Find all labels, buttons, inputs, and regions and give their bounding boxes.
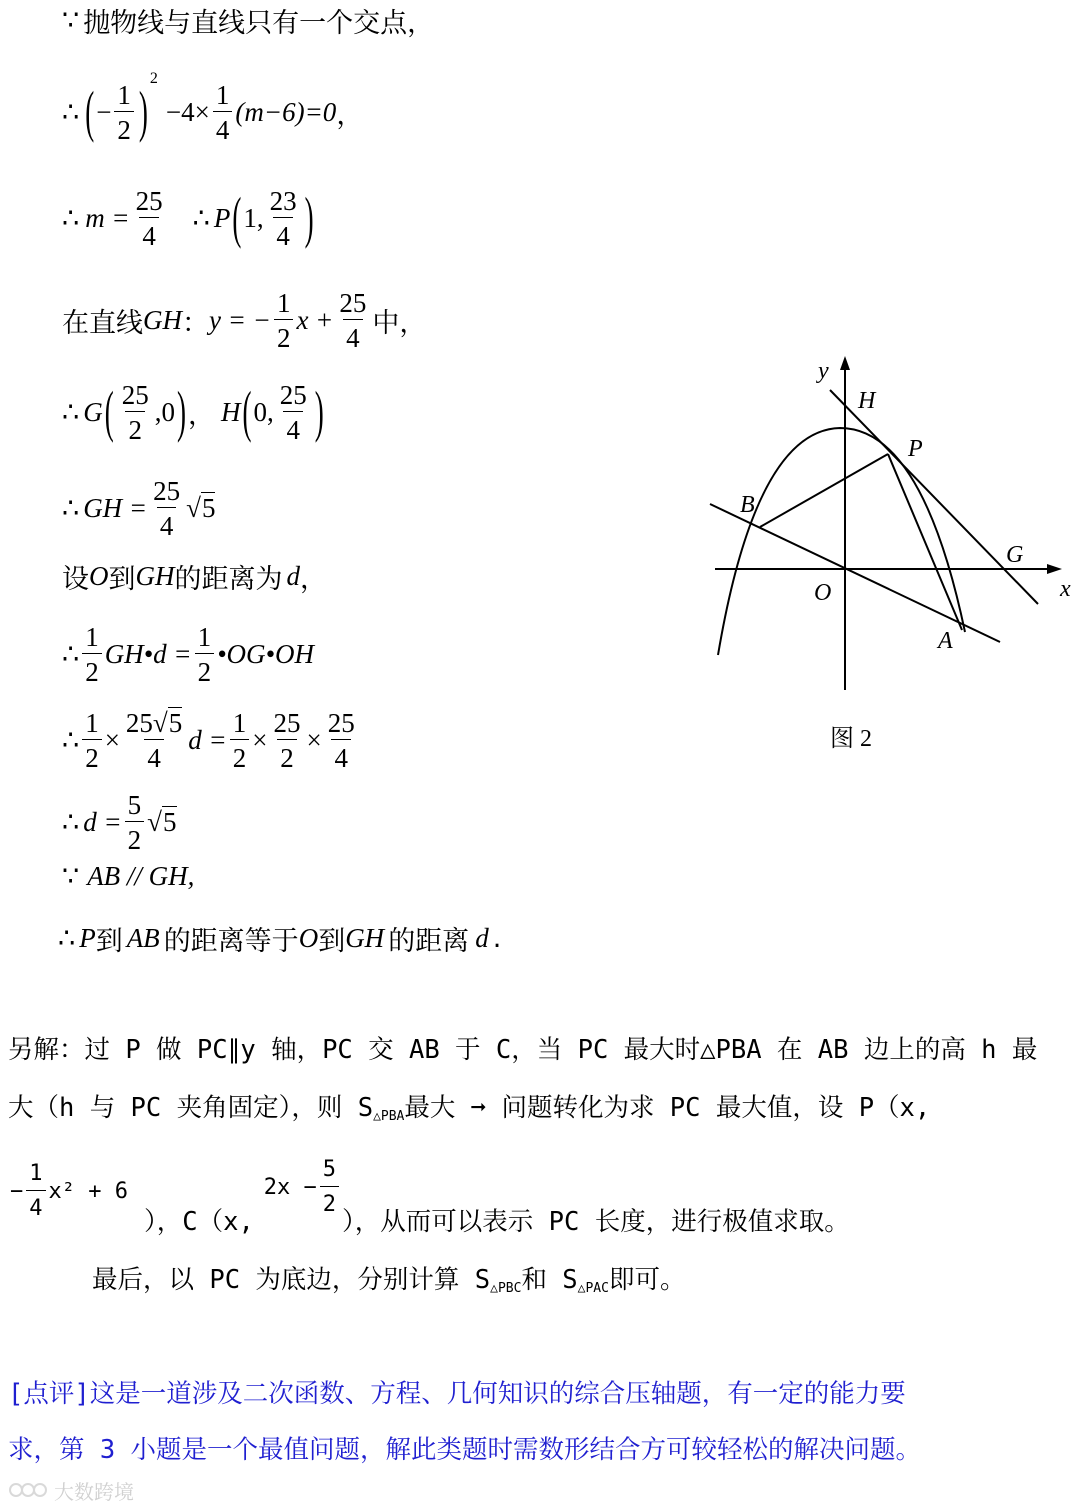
label-h: H — [858, 388, 876, 414]
numerator: 1 — [215, 79, 230, 110]
therefore-symbol: ∴ — [62, 202, 80, 233]
point-g-label: G — [83, 396, 103, 427]
label-a: A — [938, 628, 953, 654]
denominator: 2 — [277, 739, 297, 772]
step-2: ∴ ( − $\frac{1}{2}$ ) 2 −4× $\frac{1}{4}$ (m−6)=0 ， — [62, 70, 364, 145]
radicand: 5 — [168, 707, 183, 738]
text: 到 — [95, 925, 123, 957]
subscript: △PBA — [373, 1109, 405, 1124]
numerator: 1 — [85, 621, 99, 652]
denominator: 4 — [26, 1190, 45, 1223]
numerator: 1 — [117, 79, 131, 110]
numerator: 25 — [121, 379, 149, 410]
therefore-symbol: ∴ — [62, 492, 80, 523]
subscript: △PBC — [490, 1281, 522, 1296]
middle: x + — [296, 304, 334, 335]
text: ），C（x, — [143, 1207, 254, 1237]
alt-line-2 — [8, 1090, 930, 1135]
denominator: 4 — [273, 217, 293, 250]
punctuation: ， — [336, 99, 364, 131]
text: 的距离为 — [174, 563, 283, 595]
parallel-statement: AB // GH, — [87, 860, 195, 891]
because-symbol: ∵ — [62, 860, 80, 891]
therefore-symbol: ∴ — [62, 724, 80, 755]
denominator: 2 — [82, 653, 102, 686]
denominator: 4 — [331, 739, 351, 772]
times: × — [252, 724, 268, 755]
watermark-text: 大数跨境 — [54, 1479, 134, 1504]
expression: 2x − — [263, 1175, 317, 1200]
x-axis-arrow — [1047, 564, 1062, 574]
minus: − — [10, 1179, 24, 1204]
line-ab — [710, 504, 1000, 642]
step-3: ∴ m = $\frac{25}{4}$ ∴ P ( 1, $\frac{23}{4}$ ) — [62, 185, 314, 251]
label-p: P — [908, 436, 923, 462]
numerator: 25 — [339, 287, 367, 318]
segment-pa — [888, 454, 962, 630]
step-4 — [62, 280, 426, 360]
line-gh — [830, 390, 1038, 604]
text: 的距离 — [388, 925, 470, 957]
equation-tail: (m−6)=0 — [235, 96, 337, 127]
operator-text: −4× — [165, 96, 210, 127]
label-b: B — [740, 492, 755, 518]
point-p-label: P — [79, 922, 96, 953]
denominator: 2 — [230, 739, 250, 772]
comma: ， — [187, 399, 215, 431]
numerator: 25 — [273, 707, 301, 738]
label-x: x — [1060, 576, 1071, 602]
square-root: √5 — [186, 492, 216, 523]
point-o-label: O — [89, 560, 109, 591]
text: ， — [300, 563, 327, 595]
label-y: y — [818, 358, 829, 384]
text: 大（h 与 PC 夹角固定），则 S — [8, 1093, 374, 1123]
therefore-symbol: ∴ — [192, 202, 210, 233]
step-4-suffix: 中， — [372, 307, 427, 339]
figure-caption: 图 2 — [830, 726, 872, 752]
times: × — [306, 724, 322, 755]
middle: d = — [188, 724, 227, 755]
point-h-label: H — [220, 396, 241, 427]
numerator: 25 — [327, 707, 355, 738]
times: × — [104, 724, 120, 755]
denominator: 2 — [82, 739, 102, 772]
text: 和 S — [521, 1265, 578, 1295]
comment-line-1: [点评]这是一道涉及二次函数、方程、几何知识的综合压轴题，有一定的能力要 — [8, 1379, 906, 1409]
colon: ： — [182, 307, 209, 339]
text: 设 — [62, 563, 89, 595]
exponent: 2 — [149, 70, 158, 87]
y-axis-arrow — [840, 356, 850, 370]
text: 最后，以 PC 为底边，分别计算 S — [92, 1265, 491, 1295]
alt-line-4 — [92, 1262, 685, 1307]
denominator: 4 — [144, 739, 164, 772]
denominator: 2 — [195, 653, 215, 686]
text: 的距离等于 — [163, 925, 299, 957]
text: 即可。 — [608, 1265, 686, 1295]
segment-ab-label: AB — [126, 922, 160, 953]
tail: •OG•OH — [217, 638, 315, 669]
p-x: 1, — [243, 202, 264, 233]
watermark-logo-icon — [8, 1479, 50, 1501]
h-head: 0, — [253, 396, 274, 427]
step-7 — [62, 556, 327, 596]
therefore-symbol: ∴ — [58, 922, 76, 953]
numerator: 5 — [322, 1157, 337, 1182]
lhs: GH = — [83, 492, 148, 523]
point-p-label: P — [213, 202, 231, 233]
numerator: 1 — [232, 707, 247, 738]
distance-d: d — [475, 922, 489, 953]
segment-pb — [760, 454, 888, 527]
numerator: 5 — [127, 789, 142, 820]
text: 到 — [108, 563, 136, 595]
figure-2 — [690, 350, 1080, 770]
period: . — [492, 922, 502, 954]
numerator: 1 — [276, 287, 291, 318]
square-root: √5 — [147, 806, 177, 837]
watermark — [8, 1476, 134, 1504]
therefore-symbol: ∴ — [62, 96, 80, 127]
line-gh-label: GH — [345, 922, 385, 953]
numerator: 25 — [279, 379, 307, 410]
numerator: 1 — [29, 1161, 43, 1186]
parabola — [718, 428, 965, 655]
numerator: 25 — [153, 475, 181, 506]
numerator: 23 — [269, 185, 297, 216]
denominator: 2 — [114, 111, 134, 144]
step-1 — [62, 0, 434, 40]
numerator: 1 — [85, 707, 99, 738]
therefore-symbol: ∴ — [62, 396, 80, 427]
therefore-symbol: ∴ — [62, 638, 80, 669]
g-tail: ,0 — [154, 396, 175, 427]
lhs: y = − — [209, 304, 271, 335]
subscript: △PAC — [577, 1281, 609, 1296]
denominator: 2 — [320, 1186, 339, 1219]
lhs: d = — [83, 806, 122, 837]
lhs: m = — [85, 202, 130, 233]
denominator: 4 — [157, 507, 177, 540]
label-g: G — [1006, 542, 1024, 568]
middle: GH•d = — [104, 638, 192, 669]
alt-line-1: 另解：过 P 做 PC∥y 轴，PC 交 AB 于 C，当 PC 最大时△PBA 在 AB 边上的高 h 最 — [8, 1035, 1038, 1065]
step-8 — [62, 614, 314, 694]
denominator: 2 — [125, 411, 145, 444]
p-expression — [10, 1160, 128, 1223]
step-10 — [62, 782, 177, 862]
denominator: 4 — [343, 319, 363, 352]
distance-d: d — [286, 560, 300, 591]
text: 到 — [318, 925, 346, 957]
step-9: ∴ $\frac{1}{2}$ × $\frac{25√5}{4}$ d = $\frac{1}{2}$ × $\frac{25}{2}$ × $\frac{25}{4}$ — [62, 700, 361, 780]
step-4-prefix: 在直线 — [62, 307, 143, 339]
alt-line-3 — [10, 1156, 850, 1246]
expression: x² + 6 — [48, 1179, 128, 1204]
step-1-text: 抛物线与直线只有一个交点， — [83, 7, 435, 39]
denominator: 2 — [125, 821, 145, 854]
line-name: GH — [143, 304, 182, 335]
numerator: 25 — [135, 185, 163, 216]
numerator: 1 — [197, 621, 212, 652]
point-o-label: O — [298, 922, 319, 953]
denominator: 4 — [213, 111, 233, 144]
label-o: O — [814, 580, 832, 606]
denominator: 4 — [283, 411, 303, 444]
radicand: 5 — [163, 806, 177, 837]
radicand: 5 — [201, 492, 216, 523]
denominator: 2 — [274, 319, 294, 352]
step-12 — [58, 918, 501, 958]
step-11 — [62, 856, 194, 896]
step-6 — [62, 468, 215, 548]
denominator: 4 — [139, 217, 159, 250]
text: 最大 ➞ 问题转化为求 PC 最大值，设 P（x, — [404, 1093, 931, 1123]
numerator: 25 — [125, 707, 153, 738]
step-5: ∴ G ( $\frac{25}{2}$ ,0 ) ， H ( 0, $\frac{25}{4}$ ) — [62, 379, 324, 445]
because-symbol: ∵ — [62, 4, 80, 35]
therefore-symbol: ∴ — [62, 806, 80, 837]
c-expression — [264, 1156, 342, 1219]
comment-line-2: 求，第 3 小题是一个最值问题，解此类题时需数形结合方可较轻松的解决问题。 — [8, 1435, 922, 1465]
line-gh-label: GH — [135, 560, 175, 591]
text: ），从而可以表示 PC 长度，进行极值求取。 — [342, 1207, 850, 1237]
